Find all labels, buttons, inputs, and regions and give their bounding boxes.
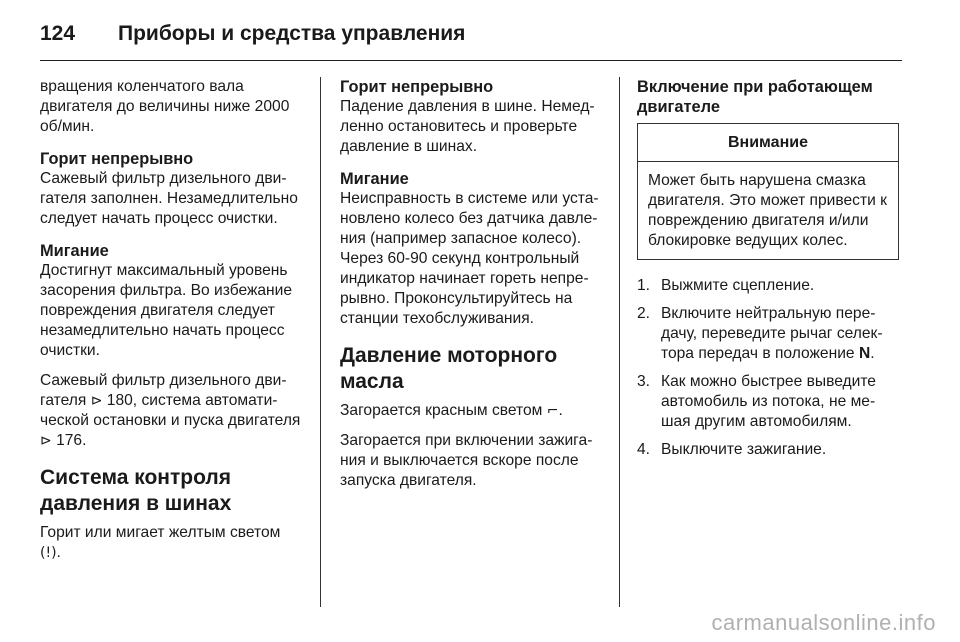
list-item: 1. Выжмите сцепление. xyxy=(637,277,815,294)
column-1 xyxy=(40,77,304,573)
paragraph-oil-red: Загорается красным светом ⌐. xyxy=(340,402,563,419)
steps-list xyxy=(637,276,899,460)
paragraph-references: Сажевый фильтр дизельного двигателя ⊳ 180, система автоматической остановки и пуска двигателя ⊳ 176. xyxy=(40,372,301,449)
gear-position-n: N xyxy=(858,345,871,362)
heading-blink: Мигание xyxy=(340,170,409,188)
page-header xyxy=(40,14,465,54)
paragraph-tire-light: Горит или мигает желтым светом (!). xyxy=(40,524,281,561)
reference-arrow-icon: ⊳ xyxy=(40,433,52,449)
paragraph-oil-ignition: Загорается при включении зажигания и выключается вскоре после запуска двигателя. xyxy=(340,432,593,489)
paragraph-blink: Неисправность в системе или установлено колесо без датчика давления (например запасное колесо). Через 60-90 секунд контрольный индикатор начинает гореть непрерывно. Проконсультируйтесь на станции техобслуживания. xyxy=(340,190,599,327)
warning-body: Может быть нарушена смазка двигателя. Это может привести к повреждению двигателя и/или блокировке ведущих колес. xyxy=(648,172,887,249)
column-2 xyxy=(340,77,608,501)
heading-engine-running: Включение при работающем двигателе xyxy=(637,78,873,116)
section-heading-oil-pressure: Давление моторного масла xyxy=(340,344,558,393)
heading-blink: Мигание xyxy=(40,242,109,260)
watermark: carmanualsonline.info xyxy=(711,610,936,635)
header-rule xyxy=(40,60,902,61)
reference-arrow-icon: ⊳ xyxy=(90,393,103,409)
list-item: 4. Выключите зажигание. xyxy=(637,441,827,458)
oil-can-icon: ⌐ xyxy=(546,403,559,419)
page-reference-link[interactable]: 180 xyxy=(106,392,133,409)
column-divider xyxy=(320,77,321,607)
heading-steady: Горит непрерывно xyxy=(40,150,194,168)
page-reference-link[interactable]: 176 xyxy=(56,432,83,449)
paragraph-steady: Сажевый фильтр дизельного двигателя заполнен. Незамедлительно следует начать процесс очистки. xyxy=(40,170,298,227)
tire-pressure-warning-icon: (!) xyxy=(40,545,57,561)
column-3 xyxy=(637,77,899,468)
page-title: Приборы и средства управления xyxy=(118,22,466,45)
column-divider xyxy=(619,77,620,607)
warning-box xyxy=(637,123,899,260)
warning-title: Внимание xyxy=(638,124,898,162)
heading-steady: Горит непрерывно xyxy=(340,78,494,96)
list-item: 3. Как можно быстрее выведите автомобиль из потока, не мешая другим автомобилям. xyxy=(637,373,876,430)
list-item: 2. Включите нейтральную передачу, переведите рычаг селектора передач в положение N. xyxy=(637,305,883,362)
paragraph-blink: Достигнут максимальный уровень засорения фильтра. Во избежание повреждения двигателя следует незамедлительно начать процесс очистки. xyxy=(40,262,293,359)
page-number: 124 xyxy=(40,22,76,45)
section-heading-tire-pressure: Система контроля давления в шинах xyxy=(40,466,232,515)
intro-paragraph: вращения коленчатого вала двигателя до величины ниже 2000 об/мин. xyxy=(40,78,290,135)
paragraph-steady: Падение давления в шине. Немедленно остановитесь и проверьте давление в шинах. xyxy=(340,98,595,155)
